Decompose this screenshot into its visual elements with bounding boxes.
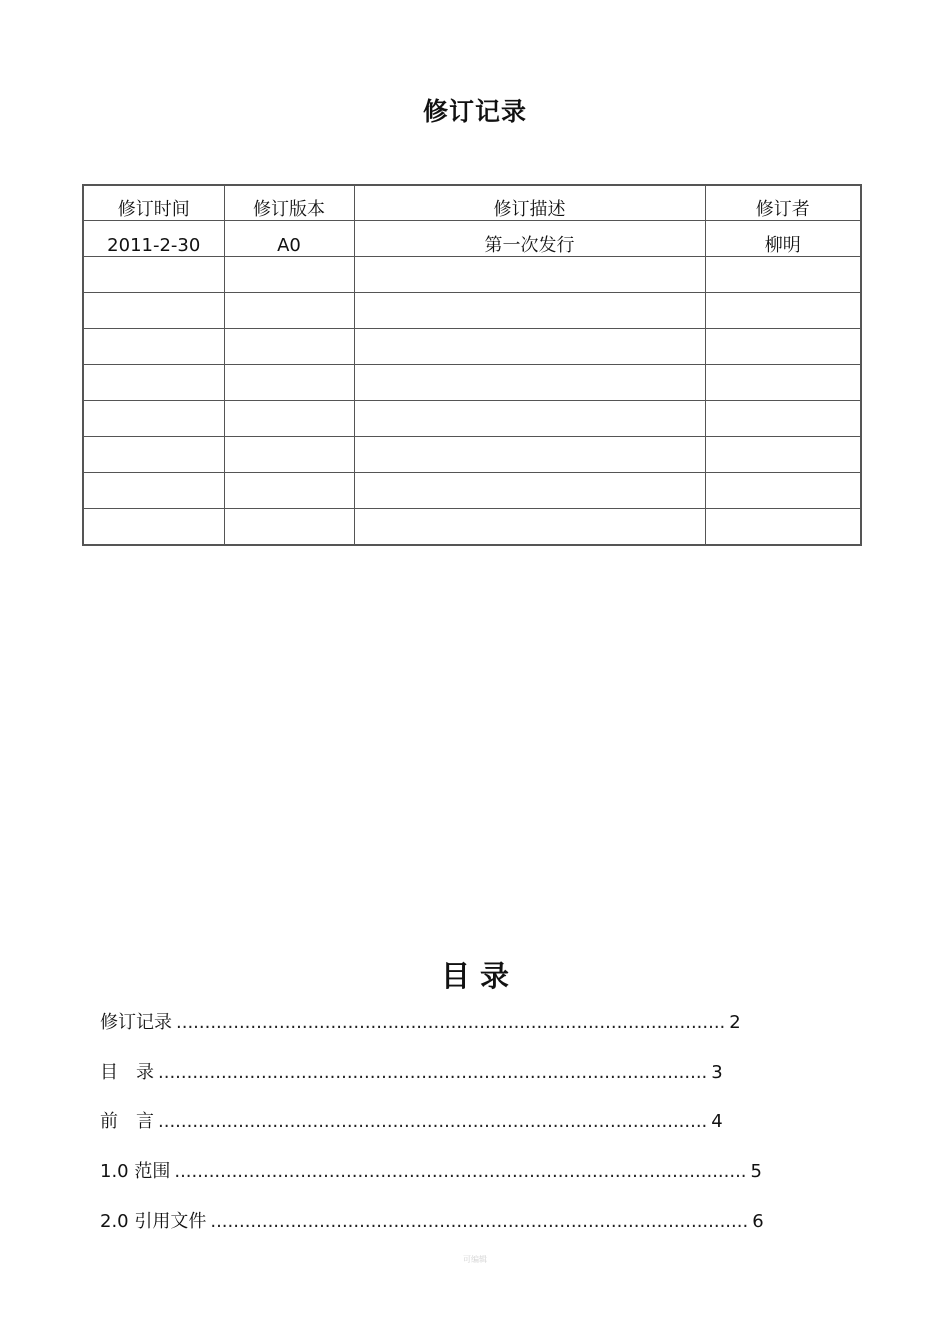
table-cell: [224, 329, 354, 365]
toc-leader-dots: ................................................................................................: [158, 1111, 708, 1133]
table-cell: [224, 257, 354, 293]
toc-title: 目 录: [440, 959, 510, 993]
toc-entry-page: 2: [729, 1012, 741, 1033]
table-cell: [705, 473, 861, 509]
table-row: [83, 365, 861, 401]
table-cell: [354, 293, 705, 329]
column-header: 修订时间: [83, 185, 224, 221]
table-row: [83, 221, 861, 257]
toc-leader-dots: ..............................................................................................: [210, 1210, 749, 1232]
table-cell: 柳明: [705, 221, 861, 257]
toc-leader-dots: ....................................................................................................: [174, 1161, 747, 1183]
table-cell: [83, 329, 224, 365]
table-cell: [705, 401, 861, 437]
toc-leader-dots: ................................................................................................: [158, 1061, 708, 1083]
toc-entry-page: 5: [750, 1161, 762, 1183]
toc-entry[interactable]: [100, 1058, 764, 1108]
table-cell: [224, 437, 354, 473]
table-row: [83, 293, 861, 329]
revision-record-title: 修订记录: [422, 97, 527, 126]
toc-entry-page: 6: [752, 1210, 764, 1232]
table-header-row: [83, 185, 861, 221]
table-cell: [354, 509, 705, 546]
toc-entry-label: 2.0 引用文件: [100, 1210, 207, 1232]
toc-leader-dots: ................................................................................................: [176, 1012, 726, 1033]
toc-entry-label: 前 言: [100, 1111, 154, 1133]
table-cell: [705, 293, 861, 329]
table-cell: [83, 257, 224, 293]
table-cell: [354, 257, 705, 293]
table-cell: [705, 437, 861, 473]
table-cell: [705, 257, 861, 293]
table-cell: [83, 473, 224, 509]
toc-entry[interactable]: [100, 1008, 764, 1058]
toc-entry-page: 4: [711, 1111, 723, 1133]
table-cell: [83, 509, 224, 546]
toc-entry[interactable]: [100, 1157, 764, 1207]
table-cell: [354, 437, 705, 473]
footer-watermark: 可编辑: [463, 1255, 487, 1264]
table-row: [83, 257, 861, 293]
table-cell: [224, 509, 354, 546]
table-cell: [354, 365, 705, 401]
table-cell: [224, 401, 354, 437]
table-cell: [83, 293, 224, 329]
column-header: 修订者: [705, 185, 861, 221]
table-cell: 第一次发行: [354, 221, 705, 257]
table-cell: [224, 365, 354, 401]
table-row: [83, 473, 861, 509]
table-cell: [83, 437, 224, 473]
table-cell: A0: [224, 221, 354, 257]
table-cell: [354, 401, 705, 437]
table-cell: [224, 473, 354, 509]
revision-table: [82, 184, 862, 546]
table-cell: [354, 473, 705, 509]
table-cell: [224, 293, 354, 329]
table-cell: [83, 365, 224, 401]
table-cell: [354, 329, 705, 365]
toc-entry-label: 目 录: [100, 1061, 154, 1083]
table-cell: 2011-2-30: [83, 221, 224, 257]
table-row: [83, 401, 861, 437]
column-header: 修订版本: [224, 185, 354, 221]
toc-entry-label: 修订记录: [100, 1012, 172, 1033]
table-row: [83, 437, 861, 473]
table-cell: [705, 329, 861, 365]
toc-entry[interactable]: [100, 1107, 764, 1157]
column-header: 修订描述: [354, 185, 705, 221]
toc-entry-label: 1.0 范围: [100, 1161, 171, 1183]
toc-entry-page: 3: [711, 1061, 723, 1083]
table-row: [83, 509, 861, 546]
table-cell: [83, 401, 224, 437]
table-cell: [705, 509, 861, 546]
table-row: [83, 329, 861, 365]
toc-entry[interactable]: [100, 1207, 764, 1257]
table-cell: [705, 365, 861, 401]
table-of-contents: [100, 1008, 764, 1256]
